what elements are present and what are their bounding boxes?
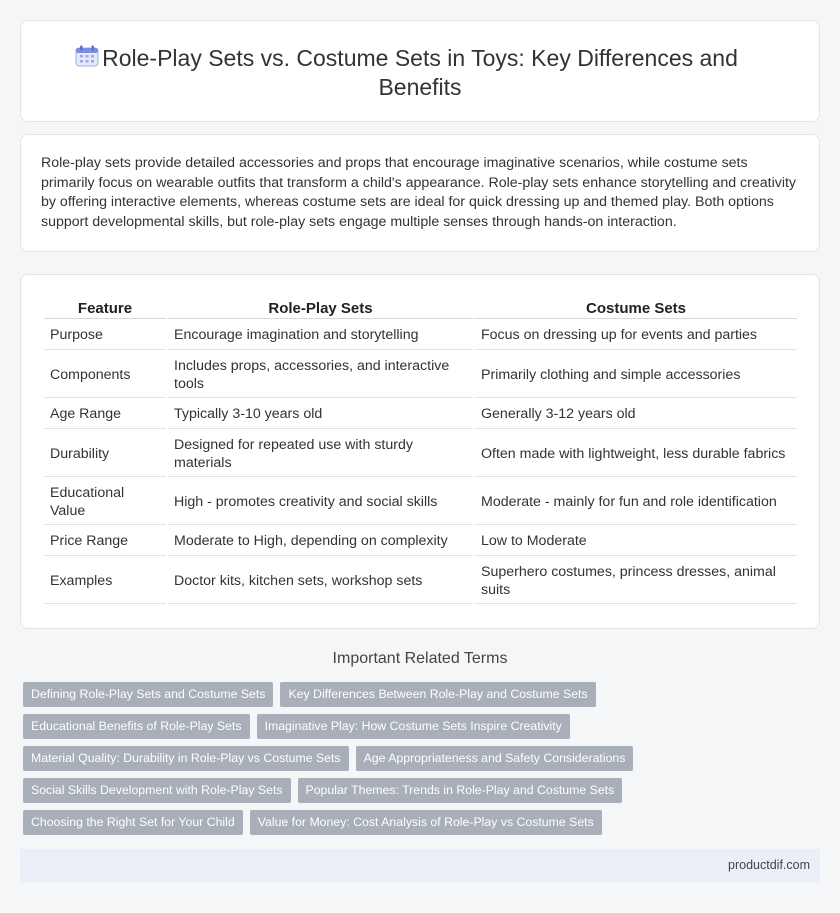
- row-feature: Durability: [44, 431, 166, 477]
- table-header-row: [44, 297, 797, 319]
- related-term-tag[interactable]: Key Differences Between Role-Play and Costume Sets: [280, 682, 595, 707]
- row-feature: Components: [44, 352, 166, 398]
- row-feature: Price Range: [44, 527, 166, 556]
- row-costume-value: Focus on dressing up for events and parties: [475, 321, 797, 350]
- row-costume-value: Often made with lightweight, less durable fabrics: [475, 431, 797, 477]
- header-feature: Feature: [44, 297, 166, 319]
- related-term-tag[interactable]: Choosing the Right Set for Your Child: [23, 810, 243, 835]
- related-term-tag[interactable]: Popular Themes: Trends in Role-Play and Costume Sets: [298, 778, 623, 803]
- table-row: [44, 400, 797, 429]
- row-role-play-value: High - promotes creativity and social skills: [168, 479, 473, 525]
- table-row: [44, 479, 797, 525]
- table-row: [44, 558, 797, 604]
- table-row: [44, 352, 797, 398]
- row-feature: Age Range: [44, 400, 166, 429]
- table-row: [44, 527, 797, 556]
- row-costume-value: Primarily clothing and simple accessories: [475, 352, 797, 398]
- table-row: [44, 321, 797, 350]
- footer: [20, 849, 820, 882]
- row-feature: Examples: [44, 558, 166, 604]
- related-term-tag[interactable]: Social Skills Development with Role-Play Sets: [23, 778, 291, 803]
- header-role-play-sets: Role-Play Sets: [168, 297, 473, 319]
- page-title: Role-Play Sets vs. Costume Sets in Toys: Key Differences and Benefits: [102, 45, 738, 100]
- row-role-play-value: Doctor kits, kitchen sets, workshop sets: [168, 558, 473, 604]
- row-role-play-value: Moderate to High, depending on complexity: [168, 527, 473, 556]
- related-terms-list: [23, 682, 803, 842]
- intro-card: [20, 134, 820, 252]
- intro-paragraph: Role-play sets provide detailed accessories and props that encourage imaginative scenarios, while costume sets primarily focus on wearable outfits that transform a child's appearance. Role-play sets enhance storytelling and creativity by offering interactive elements, whereas costume sets are ideal for quick dressing up and themed play. Both options support developmental skills, but role-play sets engage multiple senses through hands-on interaction.: [41, 155, 797, 230]
- row-feature: Purpose: [44, 321, 166, 350]
- related-terms-heading: Important Related Terms: [332, 650, 508, 667]
- table-row: [44, 431, 797, 477]
- related-term-tag[interactable]: Value for Money: Cost Analysis of Role-Play vs Costume Sets: [250, 810, 602, 835]
- related-term-tag[interactable]: Defining Role-Play Sets and Costume Sets: [23, 682, 273, 707]
- related-term-tag[interactable]: Imaginative Play: How Costume Sets Inspire Creativity: [257, 714, 570, 739]
- header-card: [20, 20, 820, 122]
- row-role-play-value: Includes props, accessories, and interactive tools: [168, 352, 473, 398]
- footer-site-link[interactable]: productdif.com: [728, 858, 810, 872]
- row-role-play-value: Typically 3-10 years old: [168, 400, 473, 429]
- related-term-tag[interactable]: Age Appropriateness and Safety Considerations: [356, 746, 634, 771]
- row-role-play-value: Encourage imagination and storytelling: [168, 321, 473, 350]
- related-term-tag[interactable]: Educational Benefits of Role-Play Sets: [23, 714, 250, 739]
- related-term-tag[interactable]: Material Quality: Durability in Role-Play vs Costume Sets: [23, 746, 349, 771]
- row-role-play-value: Designed for repeated use with sturdy materials: [168, 431, 473, 477]
- row-costume-value: Superhero costumes, princess dresses, animal suits: [475, 558, 797, 604]
- comparison-table-card: [20, 274, 820, 629]
- comparison-table: [42, 295, 799, 606]
- row-costume-value: Moderate - mainly for fun and role identification: [475, 479, 797, 525]
- header-costume-sets: Costume Sets: [475, 297, 797, 319]
- row-costume-value: Generally 3-12 years old: [475, 400, 797, 429]
- row-feature: Educational Value: [44, 479, 166, 525]
- row-costume-value: Low to Moderate: [475, 527, 797, 556]
